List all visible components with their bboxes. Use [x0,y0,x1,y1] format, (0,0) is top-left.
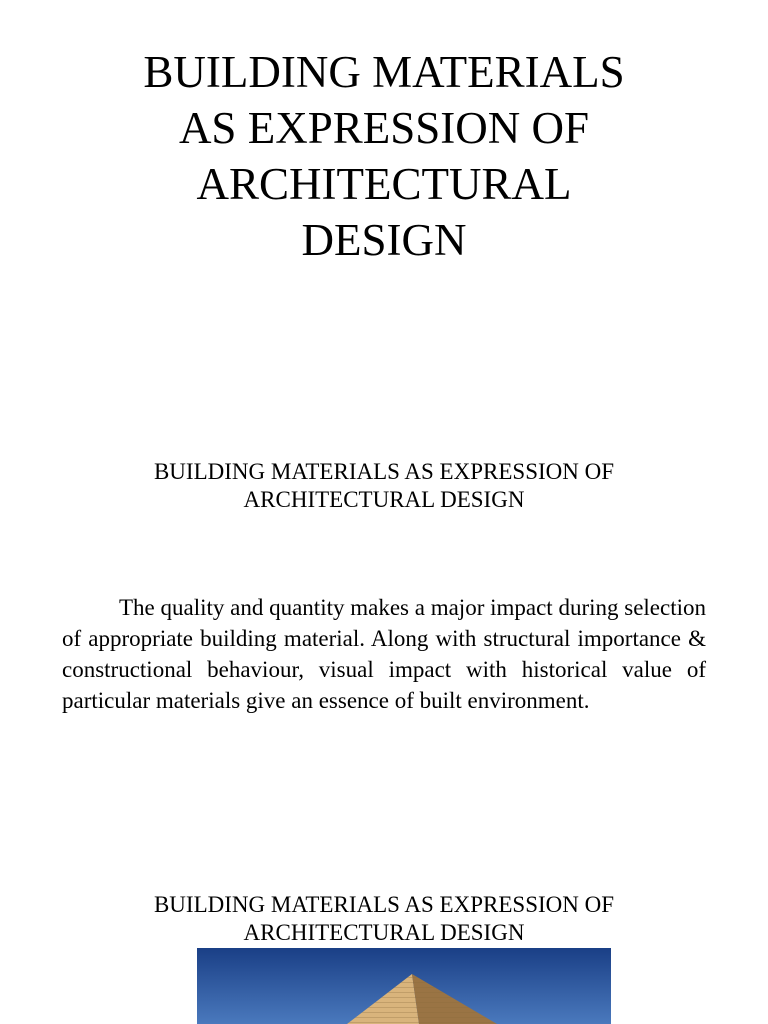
section-heading-line: ARCHITECTURAL DESIGN [243,920,525,945]
section-2 [0,891,768,947]
title-line: DESIGN [301,215,467,265]
pyramid-image [197,948,611,1024]
section-1 [0,458,768,514]
title-line: BUILDING MATERIALS [143,47,625,97]
pyramid-photo [197,948,611,1024]
title-slide [0,44,768,268]
title-line: AS EXPRESSION OF [178,103,590,153]
section-heading [0,891,768,947]
document-title [0,44,768,268]
body-paragraph: The quality and quantity makes a major impact during selection of appropriate building material. Along with structural importance & constructional behaviour, visual impact with historical value of particular materials give an essence of built environment. [62,595,706,713]
section-heading-line: ARCHITECTURAL DESIGN [243,487,525,512]
title-line: ARCHITECTURAL [196,159,572,209]
section-heading-line: BUILDING MATERIALS AS EXPRESSION OF [153,459,615,484]
section-heading [0,458,768,514]
section-heading-line: BUILDING MATERIALS AS EXPRESSION OF [153,892,615,917]
